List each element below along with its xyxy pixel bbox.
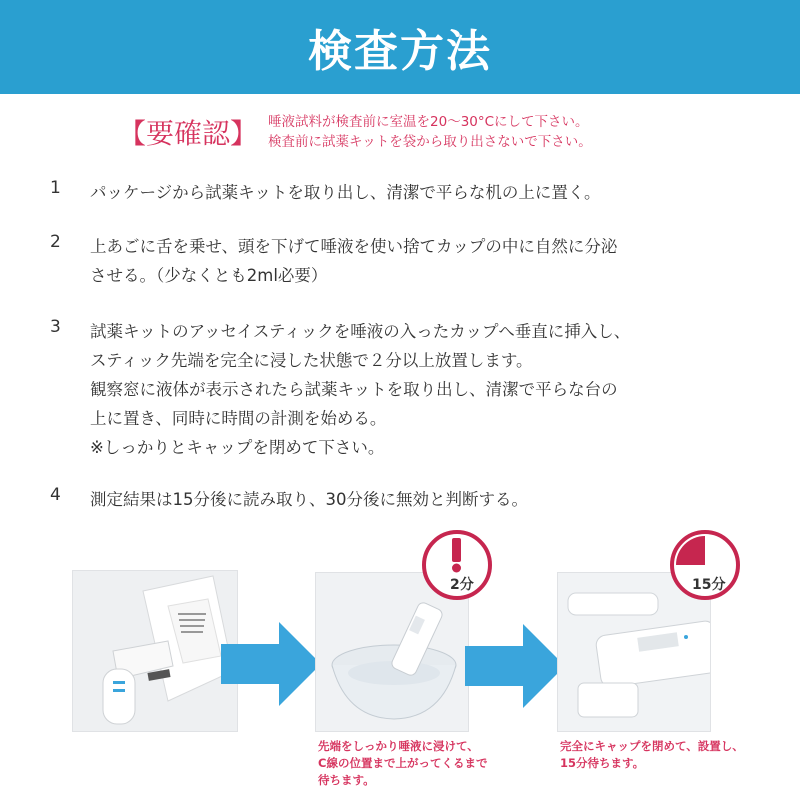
step-text bbox=[90, 232, 780, 290]
confirm-box bbox=[118, 112, 592, 152]
step-line: パッケージから試薬キットを取り出し、清潔で平らな机の上に置く。 bbox=[90, 183, 601, 202]
timer-15min bbox=[668, 528, 742, 606]
caption-line: 待ちます。 bbox=[318, 773, 375, 787]
arrow-right-icon bbox=[221, 622, 321, 710]
step-line: 上あごに舌を乗せ、頭を下げて唾液を使い捨てカップの中に自然に分泌 bbox=[90, 237, 618, 256]
arrow-right-icon bbox=[465, 624, 565, 712]
timer-2min bbox=[420, 528, 494, 606]
caption-line: 15分待ちます。 bbox=[560, 756, 645, 770]
cup-caption bbox=[318, 738, 487, 789]
step-line: 試薬キットのアッセイスティックを唾液の入ったカップへ垂直に挿入し、 bbox=[90, 322, 631, 341]
timer-label: 2分 bbox=[450, 577, 474, 593]
step-text bbox=[90, 178, 780, 207]
step-text bbox=[90, 317, 780, 462]
confirm-note: 検査前に試薬キットを袋から取り出さないで下さい。 bbox=[268, 134, 592, 150]
confirm-label: 【要確認】 bbox=[118, 117, 259, 150]
timer-label: 15分 bbox=[692, 577, 726, 593]
confirm-note: 唾液試料が検査前に室温を20〜30°Cにして下さい。 bbox=[268, 114, 589, 130]
step-line: 上に置き、同時に時間の計測を始める。 bbox=[90, 409, 387, 428]
step-line: ※しっかりとキャップを閉めて下さい。 bbox=[90, 438, 385, 457]
caption-line: C線の位置まで上がってくるまで bbox=[318, 756, 488, 770]
step-line: スティック先端を完全に浸した状態で２分以上放置します。 bbox=[90, 351, 533, 370]
step-number: 4 bbox=[50, 485, 61, 505]
step-line: させる。（少なくとも2ml必要） bbox=[90, 266, 328, 285]
step-line: 測定結果は15分後に読み取り、30分後に無効と判断する。 bbox=[90, 490, 528, 509]
step-text bbox=[90, 485, 780, 514]
step-number: 1 bbox=[50, 178, 61, 198]
step-line: 観察窓に液体が表示されたら試薬キットを取り出し、清潔で平らな台の bbox=[90, 380, 618, 399]
step-number: 3 bbox=[50, 317, 61, 337]
step-number: 2 bbox=[50, 232, 61, 252]
header-banner bbox=[0, 0, 800, 94]
wait-caption bbox=[560, 738, 744, 772]
caption-line: 完全にキャップを閉めて、設置し、 bbox=[560, 739, 744, 753]
exclamation-icon bbox=[452, 538, 461, 573]
kit-pouch-photo bbox=[72, 570, 238, 732]
caption-line: 先端をしっかり唾液に浸けて、 bbox=[318, 739, 479, 753]
page-title: 検査方法 bbox=[308, 26, 492, 77]
confirm-notes bbox=[268, 112, 592, 152]
